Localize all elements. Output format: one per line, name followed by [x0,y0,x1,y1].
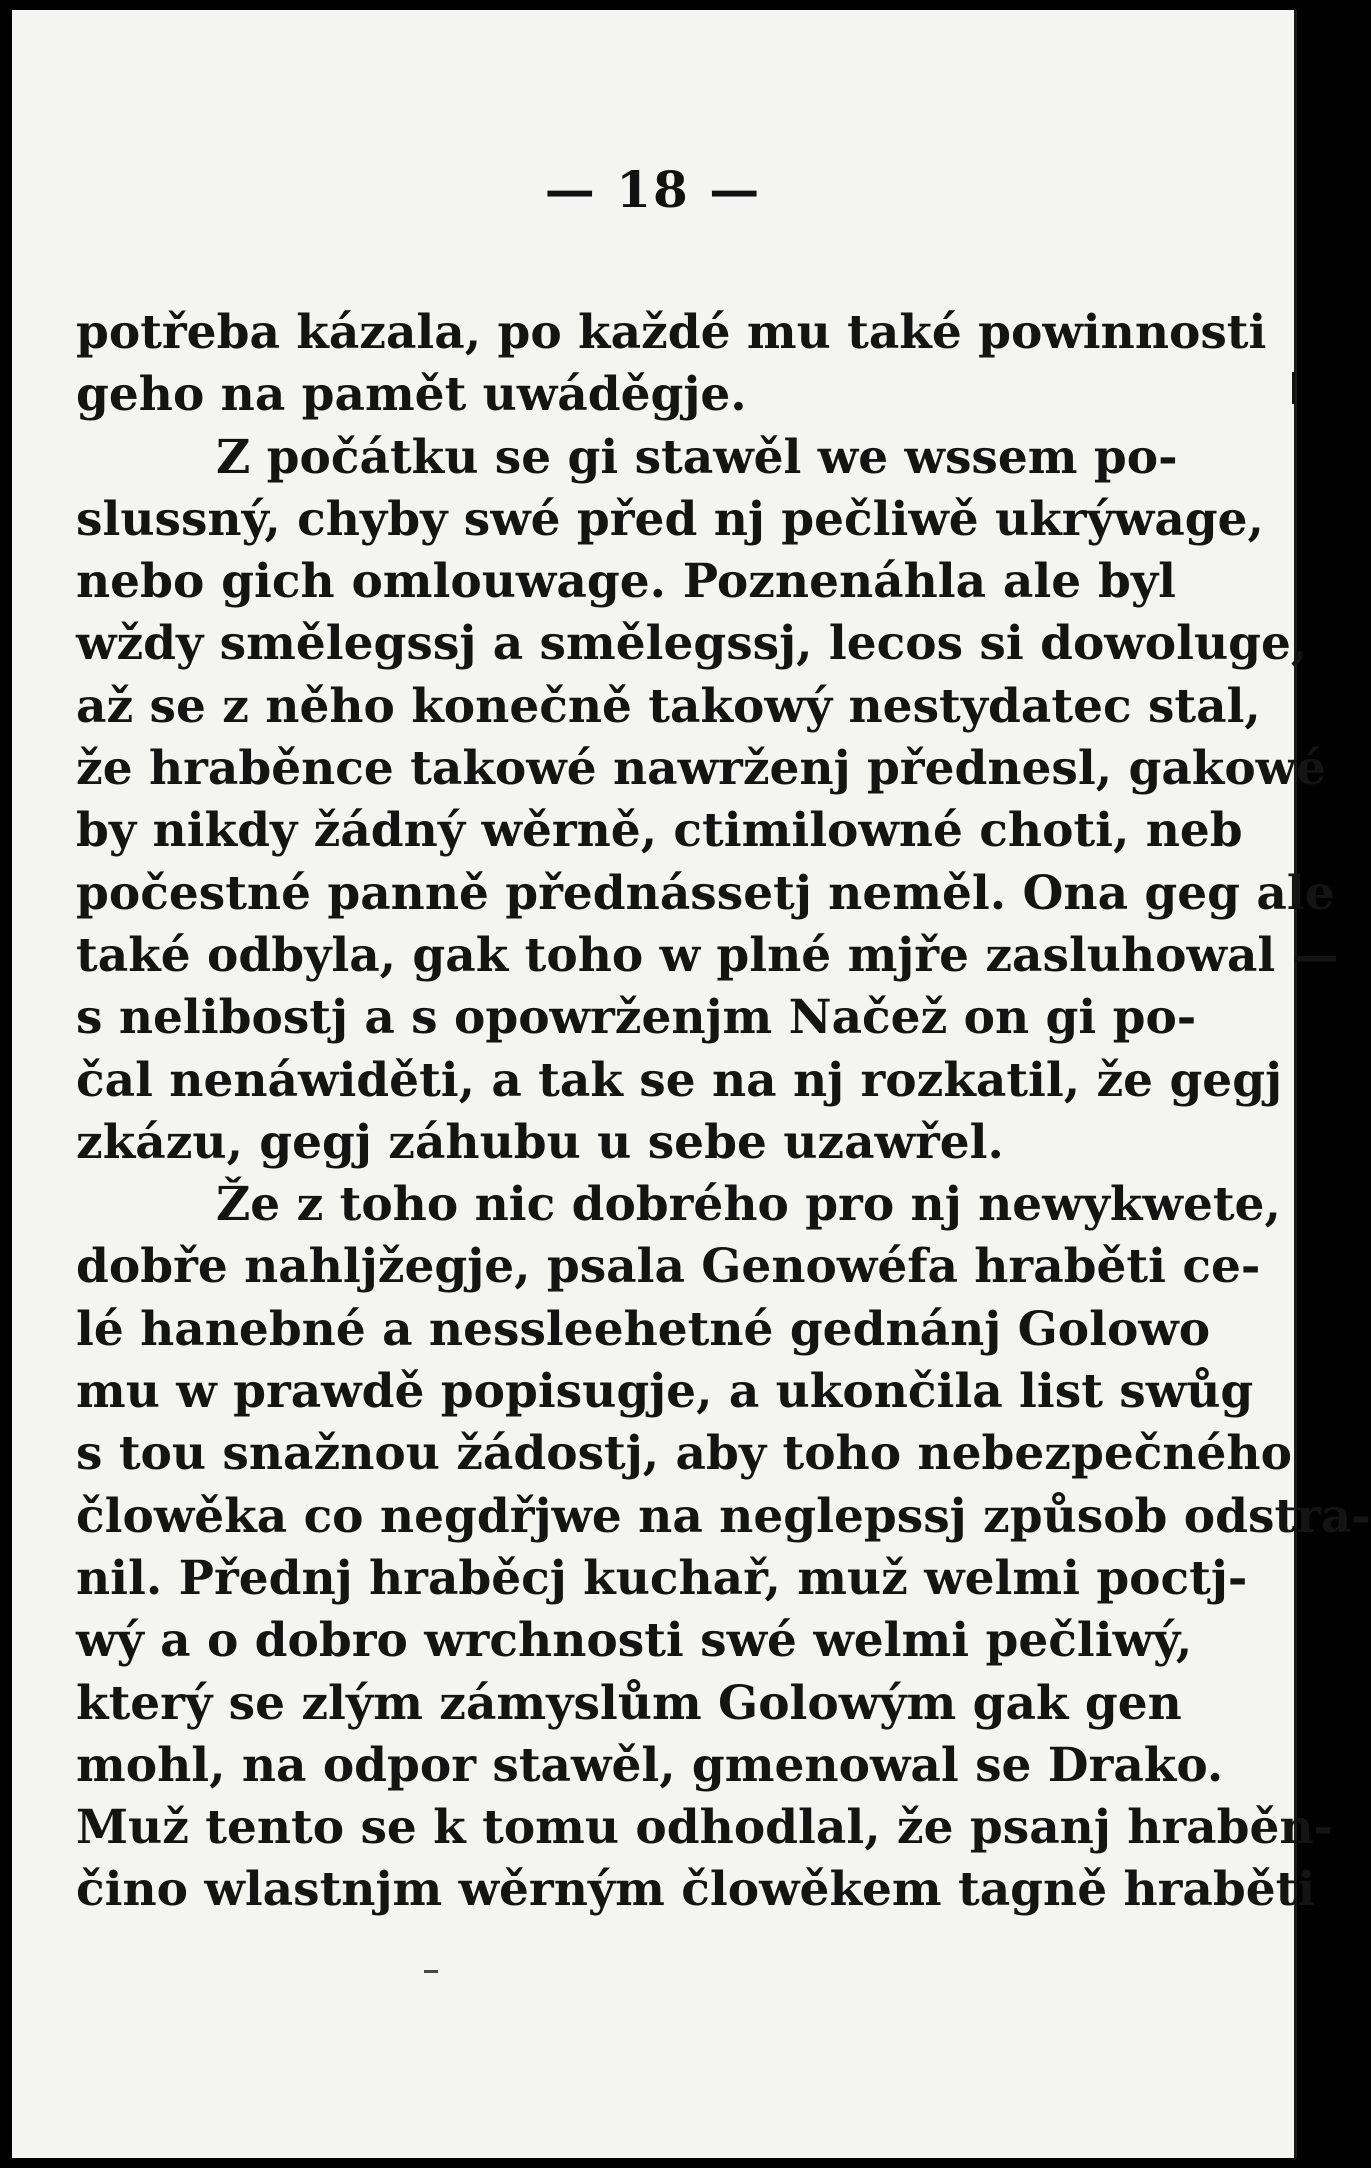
text-line: lé hanebné a nessleehetné gednánj Golowo [76,1301,1211,1357]
text-line: by nikdy žádný wěrně, ctimilowné choti, neb [76,803,1243,859]
text-line: wý a o dobro wrchnosti swé welmi pečliwý, [76,1613,1193,1669]
text-line: počestné panně přednássetj neměl. Ona geg ale [76,865,1335,921]
text-line: slussný, chyby swé před nj pečliwě ukrýwage, [76,491,1264,547]
text-line: s tou snažnou žádostj, aby toho nebezpečného [76,1426,1292,1482]
text-line: dobře nahljžegje, psala Genowéfa hraběti ce- [76,1239,1261,1295]
text-line: že hraběnce takowé nawrženj přednesl, gakowé [76,741,1327,797]
text-line: geho na pamět uwáděgje. [76,367,747,423]
body-text [76,302,1371,1922]
page-number: — 18 — [544,160,762,219]
page-edge-mark [1292,372,1295,404]
scan-speck [424,1970,438,1973]
text-line: člowěka co negdřjwe na neglepssj způsob odstra- [76,1488,1371,1544]
text-line: nil. Přednj hraběcj kuchař, muž welmi poctj- [76,1550,1248,1606]
text-line: wždy smělegssj a smělegssj, lecos si dowoluge, [76,616,1308,672]
text-line: Muž tento se k tomu odhodlal, že psanj hraběn- [76,1800,1334,1856]
text-line: čino wlastnjm wěrným člowěkem tagně hraběti [76,1862,1316,1918]
text-line: také odbyla, gak toho w plné mjře zasluhowal — [76,927,1339,983]
text-line: nebo gich omlouwage. Poznenáhla ale byl [76,554,1176,610]
text-line: s nelibostj a s opowrženjm Načež on gi po- [76,990,1197,1046]
text-line: mohl, na odpor stawěl, gmenowal se Drako. [76,1737,1224,1793]
text-line: až se z něho konečně takowý nestydatec stal, [76,678,1261,734]
text-line: Z počátku se gi stawěl we wssem po- [216,429,1178,485]
text-line: potřeba kázala, po každé mu také powinnosti [76,305,1267,360]
text-line: Že z toho nic dobrého pro nj newykwete, [216,1177,1281,1233]
text-line: čal nenáwiděti, a tak se na nj rozkatil, že gegj [76,1052,1283,1108]
text-line: mu w prawdě popisugje, a ukončila list swůg [76,1364,1254,1420]
text-line: který se zlým zámyslům Golowým gak gen [76,1675,1182,1731]
book-page [12,10,1371,2158]
text-line: zkázu, gegj záhubu u sebe uzawřel. [76,1114,1004,1170]
